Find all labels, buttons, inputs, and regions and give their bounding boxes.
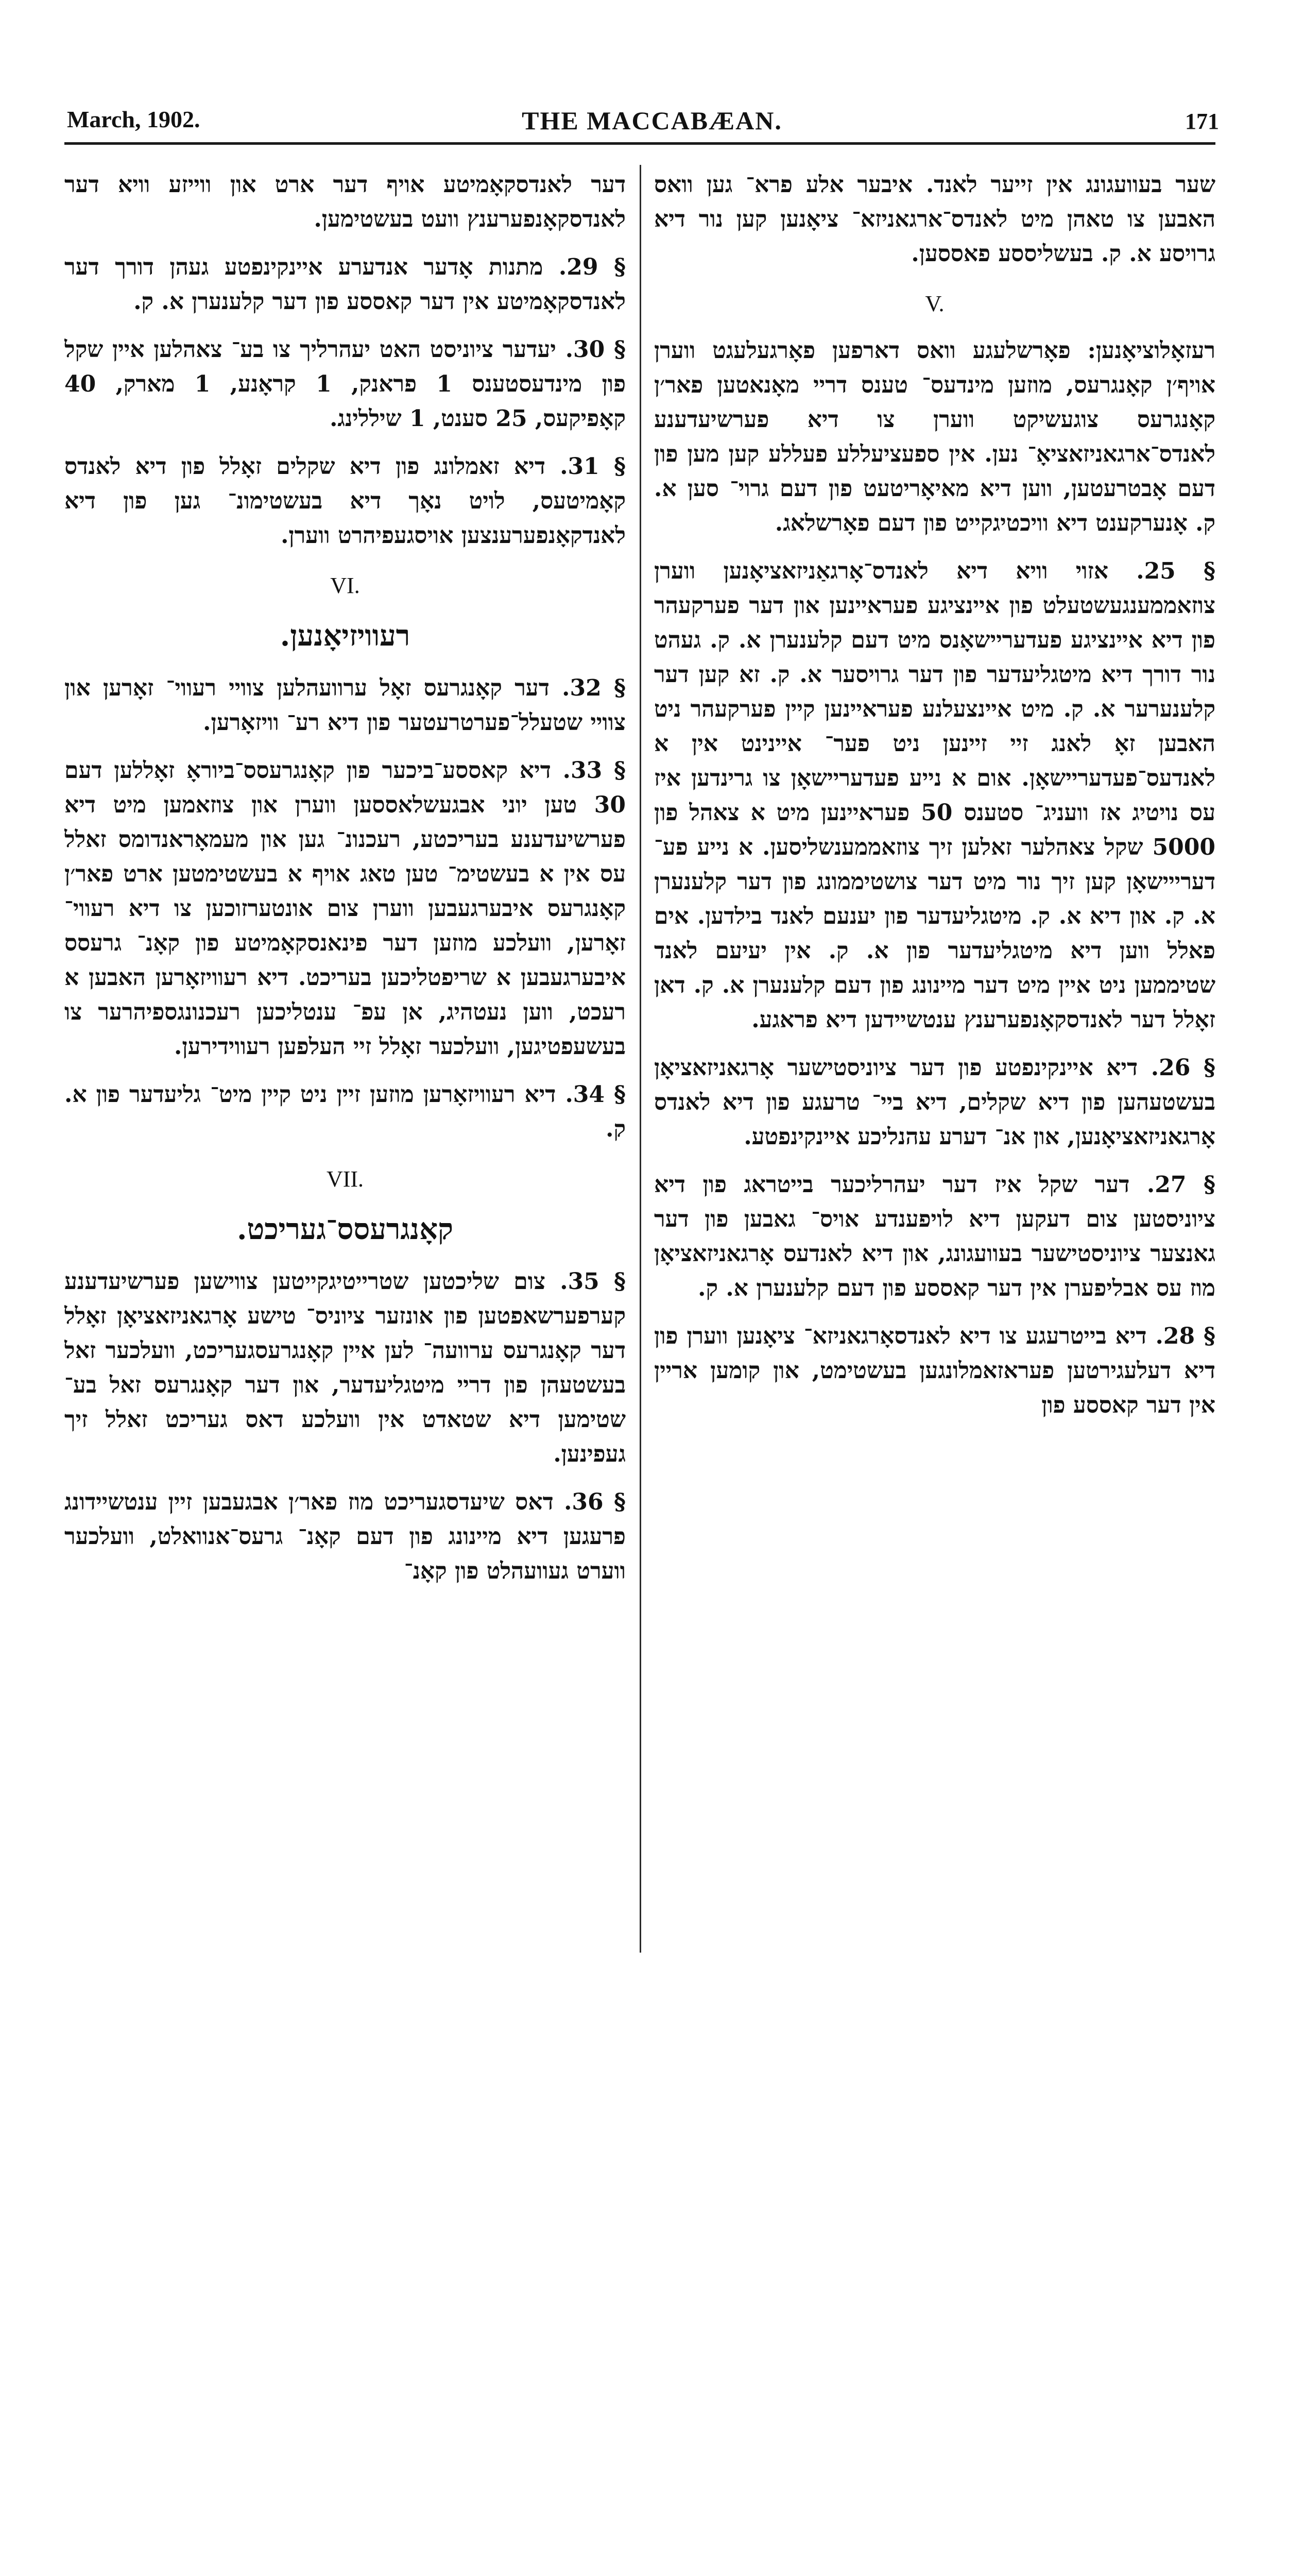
paragraph: § 30. יעדער ציוניסט האט יעהרליך צו בע־ צאהלען איין שקל פון מינדעסטענס 1 פראנק, 1 קראָנע, 1 מארק, 40 קאָפיקעס, 25 סענט, 1 שיללינג. [64, 336, 626, 432]
page-number: 171 [1185, 109, 1219, 134]
paragraph: § 34. דיא רעוויזאָרען מוזען זיין ניט קיין מיט־ גליעדער פון א. ק. [64, 1081, 626, 1142]
paragraph: § 33. דיא קאססע־ביכער פון קאָנגרעסס־ביוראָ זאָללען דעם 30 טען יוני אבגעשלאססען ווערן און צוזאמען מיט דיא פערשיעדענע בעריכטע, רעכנונ־ גען און מעמאָראנדומס זאלל עס אין א בעשטימ־ טען טאג אויף א בעשטימטען ארט פאר׳ן קאָנגרעס איבערגעבען ווערן צום אונטערזוכען צו דיא רעווי־ זאָרען, וועלכע מוזען דער פינאנסקאָמיטע פון קאָנ־ גרעסס איבערגעבען א שריפטליכען בעריכט. דיא רעוויזאָרען האבען א רעכט, ווען נעטהיג, אן עפ־ ענטליכען רעכנונגספיהרער צו בעשעפטיגען, וועלכער זאָלל זיי העלפען רעווידירען. [64, 757, 626, 1060]
header-date: March, 1902. [67, 106, 200, 132]
left-column [64, 167, 626, 1945]
section-title: רעוויזיאָנען. [280, 619, 410, 653]
paragraph: § 29. מתנות אָדער אנדערע איינקינפטע געהן דורך דער לאנדסקאָמיטע אין דער קאססע פון דער קלענערן א. ק. [64, 254, 626, 315]
page-header [0, 0, 1304, 155]
column-divider [640, 165, 641, 1953]
footer [0, 1968, 1304, 2061]
paragraph: § 35. צום שליכטען שטרייטיגקייטען צווישען פערשיעדענע קערפערשאפטען פון אונזער ציוניס־ טישע אָרגאניזאציאָן זאָלל דער קאָנגרעס ערוועה־ לען איין קאָנגרעסגעריכט, וועלכער זאל בעשטעהן פון דריי מיטגליעדער, און דער קאָנגרעס זאל בע־ שטימען דיא שטאדט אין וועלכע דאס געריכט זאלל זיך געפינען. [64, 1268, 626, 1467]
paragraph: שער בעוועגונג אין זייער לאנד. איבער אלע פרא־ גען וואס האבען צו טאהן מיט לאנדס־ארגאניזא־ ציאָנען קען נור דיא גרויסע א. ק. בעשליססע פאססען. [654, 172, 1215, 267]
section-title: קאָנגרעסס־געריכט. [236, 1212, 454, 1246]
section-number: VI. [330, 573, 360, 598]
paragraph: § 31. דיא זאמלונג פון דיא שקלים זאָלל פון דיא לאנדס קאָמיטעס, לויט נאָך דיא בעשטימונ־ גען פון דיא לאנדקאָנפערענצען אויסגעפיהרט ווערן. [64, 453, 626, 549]
paragraph: § 28. דיא בייטרעגע צו דיא לאנדסאָרגאניזא־ ציאָנען ווערן פון דיא דעלעגירטען פעראזאמלונגען בעשטימט, און קומען אריין אין דער קאססע פון [654, 1323, 1215, 1418]
paragraph: § 27. דער שקל איז דער יעהרליכער בייטראג פון דיא ציוניסטען צום דעקען דיא לויפענדע אויס־ גאבען פון דער גאנצער ציוניסטישער בעוועגונג, און דיא לאנדעס אָרגאניזאציאָן מוז עס אבליפערן אין דער קאססע פון דעם קלענערן א. ק. [654, 1172, 1215, 1301]
paragraph: § 26. דיא איינקינפטע פון דער ציוניסטישער אָרגאניזאציאָן בעשטעהען פון דיא שקלים, דיא ביי־ טרעגע פון דיא לאנדס אָרגאניזאציאָנען, און אנ־ דערע עהנליכע איינקינפטע. [654, 1055, 1215, 1150]
paragraph: § 25. אזוי וויא דיא לאנדס־אָרגאַניזאציאָנען ווערן צוזאממענגעשטעלט פון איינציגע פעראיינען און דער פערקעהר פון דיא איינציגע פעדעריישאָנס מיט דעם קלענערן א. ק. געהט נור דורך דיא מיטגליעדער פון דער גרויסער א. ק. זא קען דער קלענערער א. ק. מיט איינצעלנע פעראיינען קיין פערקעהר ניט האבען זאָ לאנג זיי זיינען ניט פער־ איינינט אין א לאנדעס־פעדעריישאָן. אום א נייע פעדעריישאָן צו גרינדען איז עס נויטיג אז וועניג־ סטענס 50 פעראיינען מיט א צאהל פון 5000 שקל צאהלער זאלען זיך צוזאממענשליסען. א נייע פע־ דערייישאָן קען זיך נור מיט דער צושטיממונג פון דער קלענערן א. ק. און דיא א. ק. מיטגליעדער פון יענעם לאנד בילדען. אים פאלל ווען דיא מיטגליעדער פון א. ק. אין יעיעם לאנד שטיממען ניט איין מיט דער מיינונג פון דעם קלענערן א. ק. דאן זאָלל דער לאנדסקאָנפערענץ ענטשיידען דיא פראגע. [654, 558, 1215, 1033]
paragraph: רעזאָלוציאָנען: פאָרשלעגע וואס דארפען פאָרגעלעגט ווערן אויף׳ן קאָנגרעס, מוזען מינדעס־ טענס דריי מאָנאטען פאר׳ן קאָנגרעס צוגעשיקט ווערן צו דיא פערשיעדענע לאנדס־ארגאניזאציאָ־ נען. אין ספעציעללע פעללע קען מען פון דעם אָבטרעטען, ווען דיא מאיאָריטעט פון דעם גרוי־ סען א. ק. אָנערקענט דיא וויכטיגקייט פון דעם פאָרשלאג. [654, 337, 1215, 536]
paragraph: דער לאנדסקאָמיטע אויף דער ארט און ווייזע וויא דער לאנדסקאָנפערענץ וועט בעשטימען. [64, 172, 626, 232]
header-rule [64, 142, 1215, 145]
right-column [654, 167, 1215, 1945]
paragraph: § 32. דער קאָנגרעס זאָל ערוועהלען צוויי רעווי־ זאָרען און צוויי שטעלל־פערטרעטער פון דיא רע־ וויזאָרען. [64, 675, 626, 736]
section-number: VII. [326, 1166, 364, 1192]
paragraph: § 36. דאס שיעדסגעריכט מוז פאר׳ן אבגעבען זיין ענטשיידונג פרעגען דיא מיינונג פון דעם קאָנ־ גרעס־אנוואלט, וועלכער ווערט געוועהלט פון קאָנ־ [64, 1489, 626, 1584]
header-title: THE MACCABÆAN. [522, 106, 782, 135]
section-number: V. [925, 291, 945, 316]
